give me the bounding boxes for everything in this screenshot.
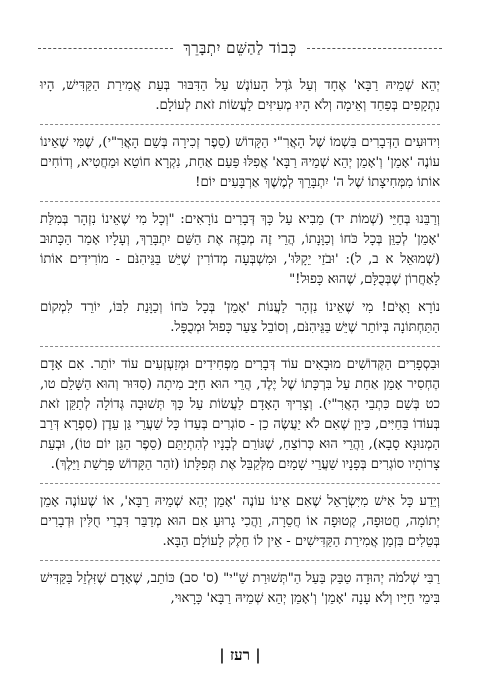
header-rule-right — [307, 48, 442, 49]
section-divider — [40, 483, 440, 484]
section-divider — [40, 201, 440, 202]
paragraph-7: רַבִּי שְׁלֹמֹה יְהוּדָה טַבַּק בַּעַל הַ"תְּשׁוּרַת שַׁ"י" (ס' סב) כּוֹתֵב, שֶׁאָדָם שֶׁזִּלְזֵל בַּקַּדִּישׁ בִּימֵי חַיָּיו וְלֹא עָנָה 'אָמֵן' וְ'אָמֵן יְהֵא שְׁמֵיהּ רַבָּא' כָּרָאוּי, — [40, 571, 440, 606]
header-title: כְּבוֹד לַהַשֵּׁם יִתְבָּרֵךְ — [183, 38, 297, 57]
paragraph-2: וִידוּעִים הַדְּבָרִים בִּשְׁמוֹ שֶׁל הָאֲרִ"י הַקָּדוֹשׁ (סֵפֶר זְכִירָה בְּשֵׁם הָאֲרִ"י), שֶׁמִּי שֶׁאֵינוֹ עוֹנֶה 'אָמֵן' וְ'אָמֵן יְהֵא שְׁמֵיהּ רַבָּא' אֲפִלּוּ פַּעַם אַחַת, נִקְרָא חוֹטֵא וּמַחֲטִיא, וְדוֹחִים אוֹתוֹ מִמְּחִיצָתוֹ שֶׁל ה' יִתְבָּרֵךְ לְמֶשֶׁךְ אַרְבָּעִים יוֹם! — [40, 135, 440, 190]
paragraph-3: וְרַבֵּנוּ בְּחַיֵּי (שְׁמוֹת יד) מֵבִיא עַל כָּךְ דְּבָרִים נוֹרָאִים: "וְכָל מִי שֶׁאֵינוֹ נִזְהָר בְּמִלַּת 'אָמֵן' לְכַוֵּן בְּכָל כֹּחוֹ וְכַוָּנָתוֹ, הֲרֵי זֶה מְבַזֶּה אֶת הַשֵּׁם יִתְבָּרַךְ, וְעָלָיו אָמַר הַכָּתוּב (שְׁמוּאֵל א ב, ל): 'וּבֹזַי יֵקָלּוּ', וּמִשְׁבְּעָה מְדוֹרִין שֶׁיֵּשׁ בַּגֵּיהִנֹּם - מוֹרִידִים אוֹתוֹ לָאַחֲרוֹן שֶׁבְּכֻלָּם, שֶׁהוּא כָּפוּל!" — [40, 212, 440, 287]
section-divider — [40, 560, 440, 561]
section-divider — [40, 346, 440, 347]
page-number: | רעז | — [219, 646, 261, 664]
page-body — [40, 76, 440, 623]
running-header — [38, 38, 442, 58]
paragraph-4: נוֹרָא וָאָיֹם! מִי שֶׁאֵינוֹ נִזְהָר לַעֲנוֹת 'אָמֵן' בְּכָל כֹּחוֹ וְכַוָּנַת לִבּוֹ, יוֹרֵד לִמְקוֹם הַתַּחְתּוֹנָה בְּיוֹתֵר שֶׁיֵּשׁ בַּגֵּיהִנֹּם, וְסוֹבֵל צַעַר כָּפוּל וּמְכֻפָּל. — [40, 300, 440, 335]
section-divider — [40, 124, 440, 125]
paragraph-5: וּבִסְפָרִים הַקְּדוֹשִׁים מוּבָאִים עוֹד דְּבָרִים מַפְחִידִים וּמְזַעְזְעִים עוֹד יוֹתֵר. אִם אָדָם הֶחְסִיר אָמֵן אַחַת עַל בִּרְכָּתוֹ שֶׁל יֶלֶד, הֲרֵי הוּא חַיָּב מִיתָה (סִדּוּר וְהוּא הַשָּׁלֵם טו, כט בְּשֵׁם כִּתְבֵי הָאֲרִ"י). וְצָרִיךְ הָאָדָם לַעֲשׂוֹת עַל כָּךְ תְּשׁוּבָה גְּדוֹלָה לְתַקֵּן זֹאת בְּעוֹדוֹ בַּחַיִּים, כֵּיוָן שֶׁאִם לֹא יַעֲשֶׂה כֵן - סוֹגְרִים בְּעַדוֹ כָּל שַׁעֲרֵי גַּן עֵדֶן (סִפְרָא דְּרַב הַמְנוּנָא סָבָא), וַהֲרֵי הוּא כְּרוֹצֵחַ, שֶׁגּוֹרֵם לְבָנָיו לְהִתְיַתֵּם (סֵפֶר הַגַּן יוֹם טוֹ), וּבְעֵת צָרוֹתָיו סוֹגְרִים בְּפָנָיו שַׁעֲרֵי שָׁמַיִם מִלְּקַבֵּל אֶת תְּפִלָּתוֹ (זֹהַר הַקָּדוֹשׁ פָּרָשַׁת וַיֵּלֶךְ). — [40, 357, 440, 472]
paragraph-6: וְיֵדַע כָּל אִישׁ מִיִּשְׂרָאֵל שֶׁאִם אֵינוֹ עוֹנֶה 'אָמֵן יְהֵא שְׁמֵיהּ רַבָּא', אוֹ שֶׁעוֹנֶה אָמֵן יְתוֹמָה, חֲטוּפָה, קְטוּפָה אוֹ חֲסֵרָה, וַהֲכִי גָרוּעַ אִם הוּא מְדַבֵּר דִּבְרֵי חֻלִּין וּדְבָרִים בְּטֵלִים בִּזְמַן אֲמִירַת הַקַּדִּישִׁים - אֵין לוֹ חֵלֶק לָעוֹלָם הַבָּא. — [40, 494, 440, 549]
paragraph-1: יְהֵא שְׁמֵיהּ רַבָּא' אֶחָד וְעַל גֹּדֶל הָעוֹנֶשׁ עַל הַדִּבּוּר בְּעֵת אֲמִירַת הַקַּדִּישׁ, הָיוּ נִתְקָפִים בְּפַחַד וְאֵימָה וְלֹא הָיוּ מְעִיזִּים לַעֲשׂוֹת זֹאת לְעוֹלָם. — [40, 78, 440, 113]
header-rule-left — [38, 48, 173, 49]
